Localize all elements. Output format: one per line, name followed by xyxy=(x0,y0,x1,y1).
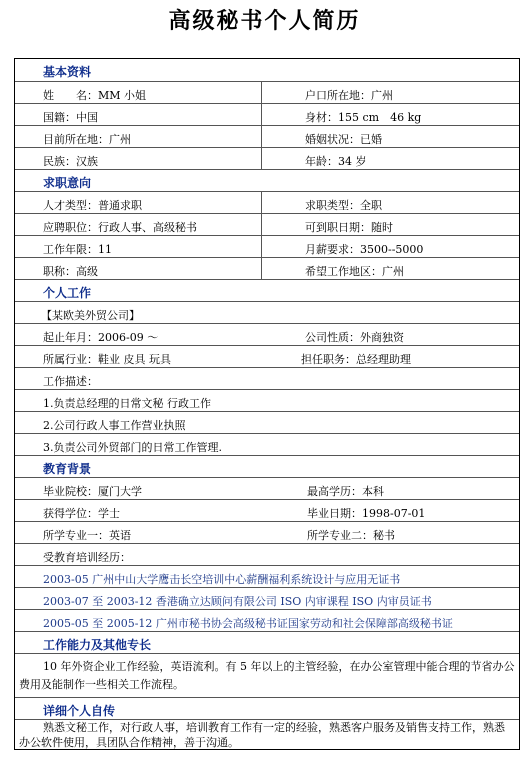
section-work-label: 个人工作 xyxy=(43,286,92,300)
position-field: 应聘职位：行政人事、高级秘书 xyxy=(43,221,197,234)
training-item: 2003-07 至 2003-12 香港确立达顾问有限公司 ISO 内审课程 ISO 内审员证书 xyxy=(43,595,432,608)
name-field: 姓 名：MM 小姐 xyxy=(43,89,147,102)
basic-row-2 xyxy=(15,103,519,125)
work-item-row xyxy=(15,433,519,455)
years-field: 工作年限：11 xyxy=(43,243,112,256)
degree-field: 获得学位：学士 xyxy=(43,507,120,520)
work-item: 3.负责公司外贸部门的日常工作管理. xyxy=(43,441,222,454)
training-row xyxy=(15,609,519,631)
work-item: 2.公司行政人事工作营业执照 xyxy=(43,419,186,432)
basic-row-4 xyxy=(15,147,519,169)
grad-date-field: 毕业日期：1998-07-01 xyxy=(307,507,426,520)
role-field: 担任职务：总经理助理 xyxy=(301,353,411,366)
edu-row-2 xyxy=(15,499,519,521)
available-field: 可到职日期：随时 xyxy=(305,221,393,234)
work-company-row xyxy=(15,301,519,323)
skills-text: 10 年外资企业工作经验，英语流利。有 5 年以上的主管经验，在办公室管理中能合理的节省办公费用及能制作一些相关工作流程。 xyxy=(19,660,515,691)
section-skills xyxy=(15,631,519,653)
divider xyxy=(261,104,262,125)
resume-title: 高级秘书个人简历 xyxy=(168,8,361,34)
degree-high-field: 最高学历：本科 xyxy=(307,485,384,498)
salary-field: 月薪要求：3500--5000 xyxy=(305,243,424,256)
section-skills-label: 工作能力及其他专长 xyxy=(43,638,152,652)
work-desc-label-row xyxy=(15,367,519,389)
training-row xyxy=(15,587,519,609)
job-row-4 xyxy=(15,257,519,279)
section-self xyxy=(15,697,519,719)
industry-field: 所属行业：鞋业 皮具 玩具 xyxy=(43,353,171,366)
work-item: 1.负责总经理的日常文秘 行政工作 xyxy=(43,397,211,410)
job-type-field: 求职类型：全职 xyxy=(305,199,382,212)
talent-type-field: 人才类型：普通求职 xyxy=(43,199,142,212)
section-work xyxy=(15,279,519,301)
marital-field: 婚姻状况：已婚 xyxy=(305,133,382,146)
self-row xyxy=(15,719,519,750)
work-row-1 xyxy=(15,323,519,345)
location-field: 目前所在地：广州 xyxy=(43,133,131,146)
major2-field: 所学专业二：秘书 xyxy=(307,529,395,542)
school-field: 毕业院校：厦门大学 xyxy=(43,485,142,498)
divider xyxy=(261,82,262,103)
section-basic xyxy=(15,59,519,81)
section-edu xyxy=(15,455,519,477)
job-row-3 xyxy=(15,235,519,257)
work-row-2 xyxy=(15,345,519,367)
skills-row xyxy=(15,653,519,697)
origin-field: 国籍：中国 xyxy=(43,111,98,124)
area-field: 希望工作地区：广州 xyxy=(305,265,404,278)
edu-row-3 xyxy=(15,521,519,543)
nature-field: 公司性质：外商独资 xyxy=(305,331,404,344)
divider xyxy=(261,214,262,235)
title-field: 职称：高级 xyxy=(43,265,98,278)
work-desc-label: 工作描述： xyxy=(43,375,98,388)
major1-field: 所学专业一：英语 xyxy=(43,529,131,542)
job-row-1 xyxy=(15,191,519,213)
training-item: 2003-05 广州中山大学鹰击长空培训中心薪酬福利系统设计与应用无证书 xyxy=(43,573,401,586)
edu-row-1 xyxy=(15,477,519,499)
section-job xyxy=(15,169,519,191)
section-edu-label: 教育背景 xyxy=(43,462,92,476)
divider xyxy=(261,126,262,147)
job-row-2 xyxy=(15,213,519,235)
resume-table xyxy=(14,58,520,750)
section-basic-label: 基本资料 xyxy=(43,65,92,79)
training-row xyxy=(15,565,519,587)
company-name: 【某欧美外贸公司】 xyxy=(41,309,140,322)
age-field: 年龄：34 岁 xyxy=(305,155,367,168)
ethnic-field: 民族：汉族 xyxy=(43,155,98,168)
hukou-field: 户口所在地：广州 xyxy=(305,89,393,102)
training-label-row xyxy=(15,543,519,565)
divider xyxy=(261,258,262,279)
divider xyxy=(261,236,262,257)
period-field: 起止年月：2006-09 ～ xyxy=(43,331,159,344)
height-field: 身材：155 cm 46 kg xyxy=(305,111,422,124)
divider xyxy=(261,148,262,169)
training-item: 2005-05 至 2005-12 广州市秘书协会高级秘书证国家劳动和社会保障部高级秘书证 xyxy=(43,617,453,630)
training-label: 受教育培训经历： xyxy=(43,551,131,564)
section-self-label: 详细个人自传 xyxy=(43,704,116,718)
work-item-row xyxy=(15,389,519,411)
basic-row-3 xyxy=(15,125,519,147)
work-item-row xyxy=(15,411,519,433)
self-text: 熟悉文秘工作，对行政人事，培训教育工作有一定的经验，熟悉客户服务及销售支持工作，熟悉办公软件使用，具团队合作精神，善于沟通。 xyxy=(19,721,505,749)
divider xyxy=(261,192,262,213)
section-job-label: 求职意向 xyxy=(43,176,92,190)
basic-row-1 xyxy=(15,81,519,103)
